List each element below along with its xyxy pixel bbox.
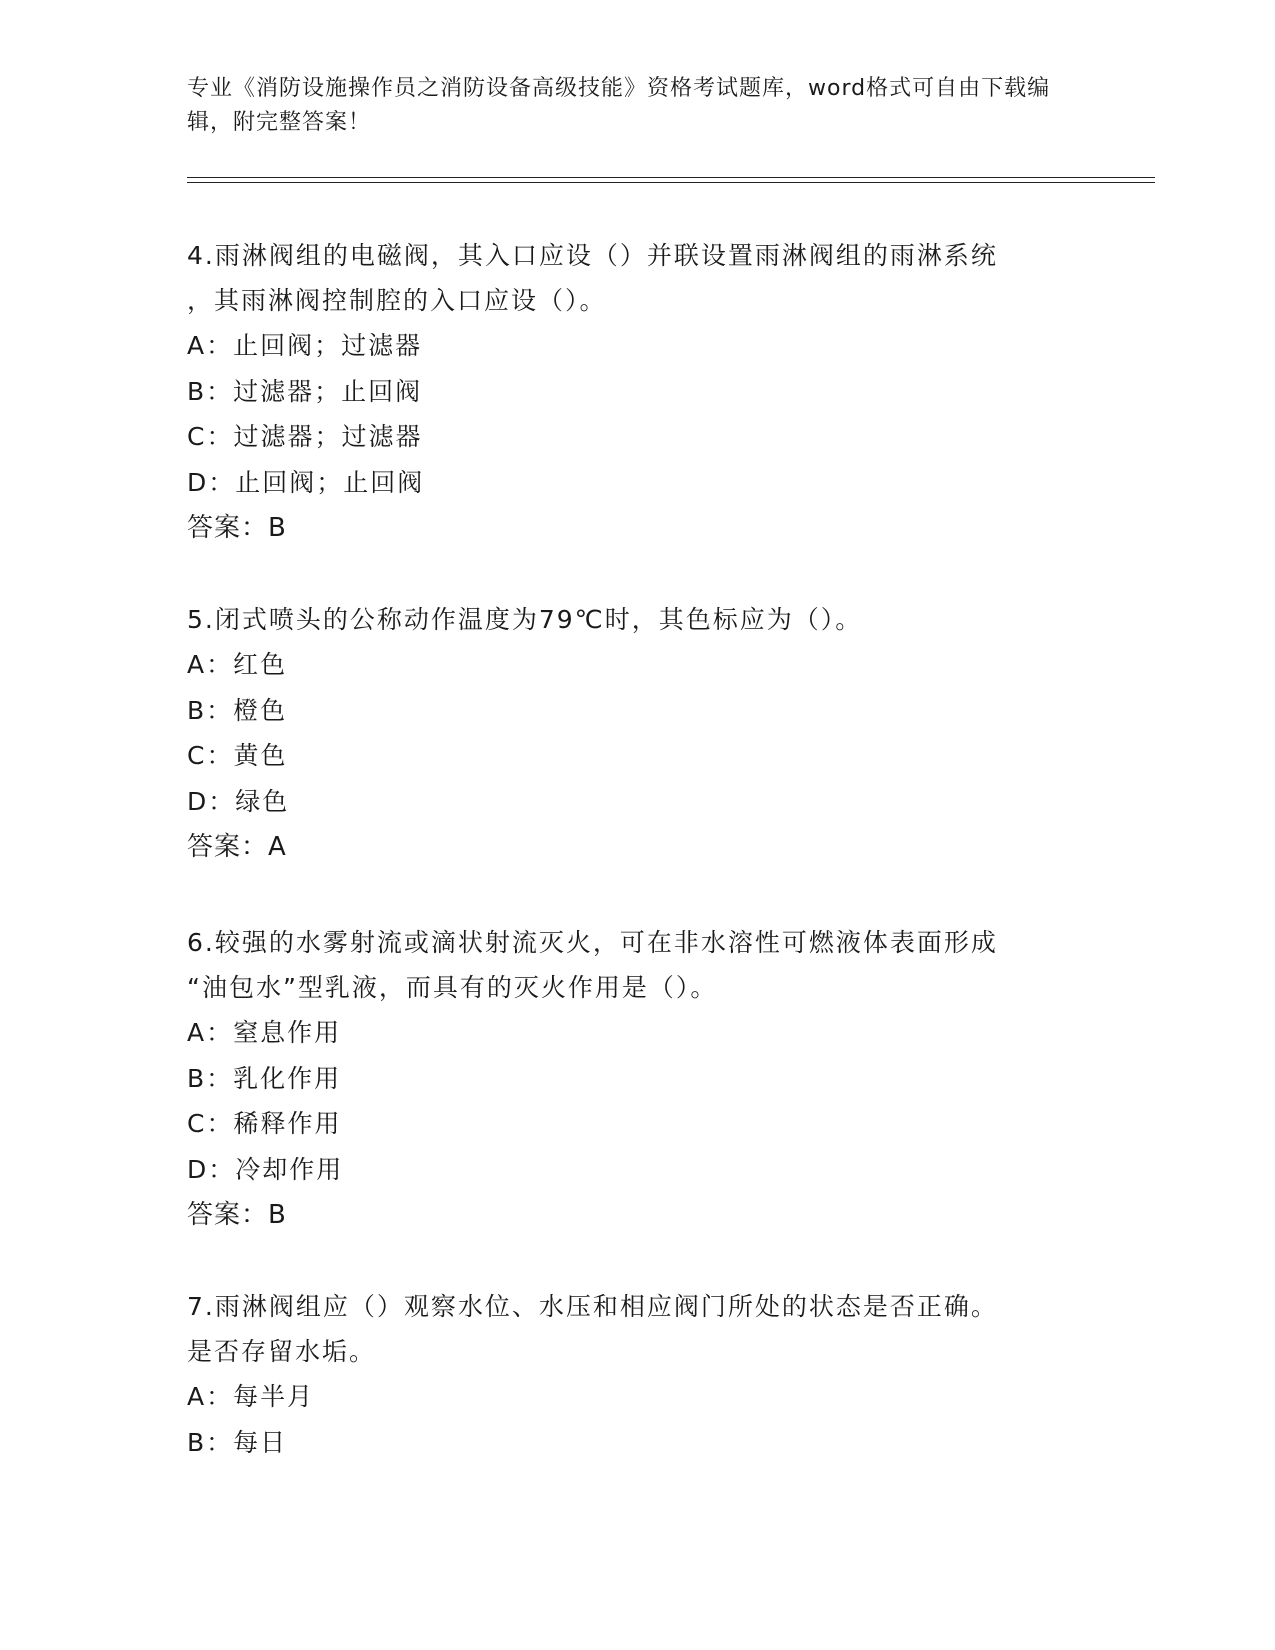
- answer: 答案：B: [187, 513, 287, 543]
- answer: 答案：B: [187, 1200, 287, 1230]
- option-a: A：窒息作用: [187, 1018, 342, 1047]
- question-text-continued: “油包水”型乳液，而具有的灭火作用是（）。: [187, 973, 718, 1002]
- option-b: B：每日: [187, 1427, 288, 1457]
- option-b: B：橙色: [187, 695, 288, 725]
- option-c: C：过滤器；过滤器: [187, 422, 423, 451]
- question-4: [187, 233, 1087, 551]
- answer: 答案：A: [187, 832, 287, 862]
- option-a: A：每半月: [187, 1382, 315, 1411]
- question-text: 6.较强的水雾射流或滴状射流灭火，可在非水溶性可燃液体表面形成: [187, 928, 998, 957]
- header-divider-top: [187, 177, 1155, 178]
- option-b: B：乳化作用: [187, 1063, 342, 1093]
- question-text: 7.雨淋阀组应（）观察水位、水压和相应阀门所处的状态是否正确。: [187, 1292, 998, 1321]
- option-b: B：过滤器；止回阀: [187, 376, 423, 406]
- question-text: 4.雨淋阀组的电磁阀，其入口应设（）并联设置雨淋阀组的雨淋系统: [187, 241, 998, 270]
- question-text-continued: ，其雨淋阀控制腔的入口应设（）。: [187, 286, 607, 315]
- question-text-continued: 是否存留水垢。: [187, 1337, 377, 1366]
- question-text: 5.闭式喷头的公称动作温度为79℃时，其色标应为（）。: [187, 605, 863, 634]
- option-c: C：黄色: [187, 741, 288, 770]
- option-d: D：止回阀；止回阀: [187, 467, 425, 497]
- option-a: A：红色: [187, 650, 288, 679]
- option-d: D：冷却作用: [187, 1154, 344, 1184]
- option-c: C：稀释作用: [187, 1109, 342, 1138]
- option-d: D：绿色: [187, 786, 290, 816]
- header-divider-bottom: [187, 182, 1155, 183]
- question-5: [187, 597, 1087, 870]
- document-intro: 专业《消防设施操作员之消防设备高级技能》资格考试题库，word格式可自由下载编辑，附完整答案！: [187, 76, 1051, 135]
- question-6: [187, 920, 1087, 1238]
- option-a: A：止回阀；过滤器: [187, 331, 423, 360]
- question-7: [187, 1284, 1087, 1465]
